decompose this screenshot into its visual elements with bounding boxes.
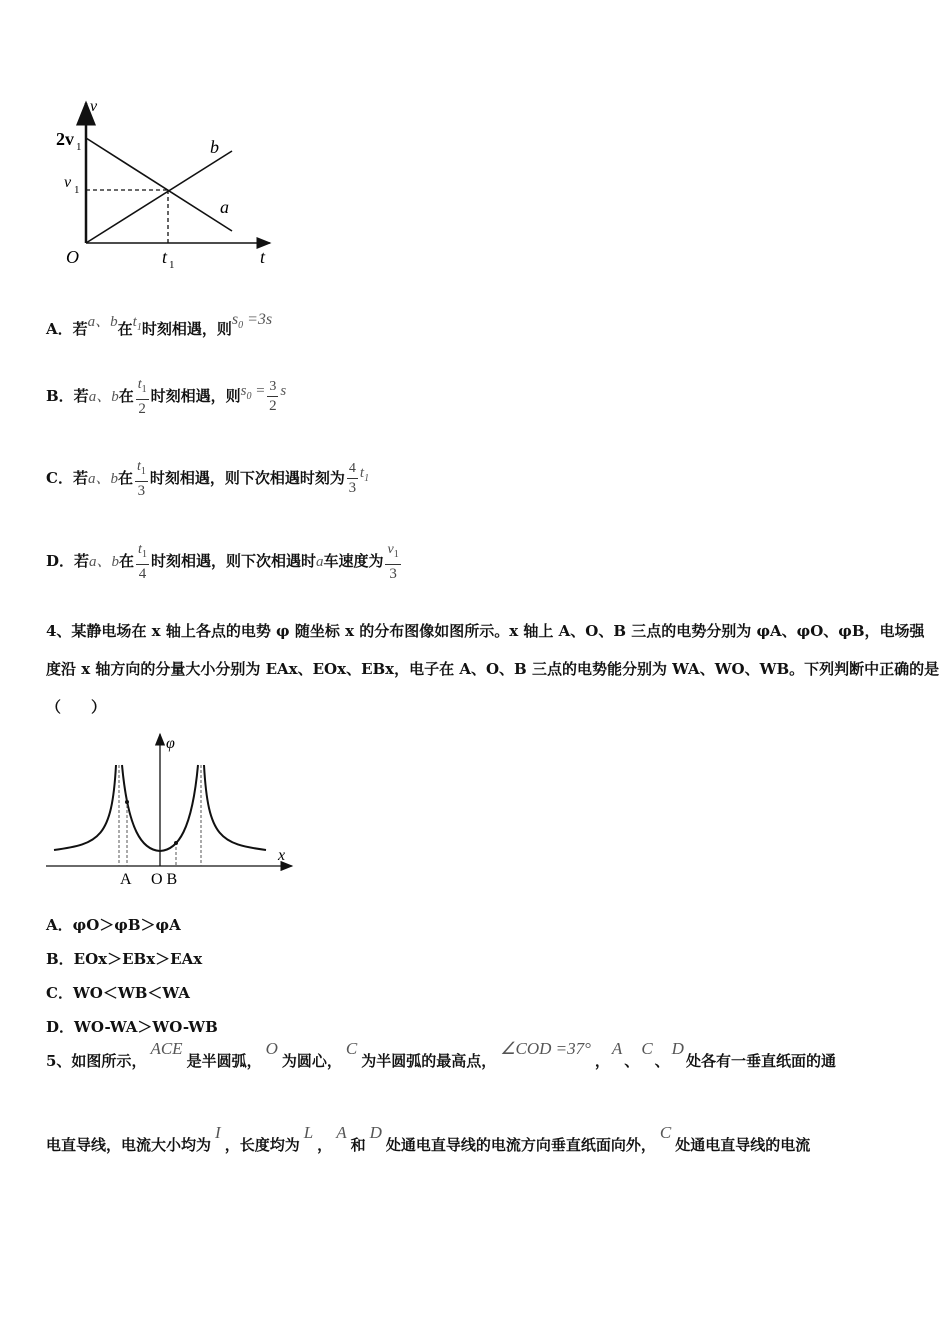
fraction-t1-over-2: $\frac{t_1}{2}$	[137, 377, 147, 417]
q5-line1: 5、如图所示，ACE是半圆弧，O为圆心，C为半圆弧的最高点，∠COD =37°，A、C、D处各有一垂直纸面的通	[46, 1039, 836, 1070]
tick-t1: t	[162, 247, 168, 267]
x-label: x	[278, 847, 286, 864]
fraction-4-over-3: $\frac{4}{3}$	[348, 461, 357, 497]
phi-x-graph	[44, 730, 304, 890]
label-a: a	[220, 197, 229, 217]
origin-label: O	[66, 247, 79, 267]
t-label: t	[260, 247, 266, 267]
q4-option-d[interactable]: D．WO-WA＞WO-WB	[46, 1018, 218, 1036]
q4-option-b[interactable]: B．EOx＞EBx＞EAx	[46, 950, 203, 968]
vt-graph	[50, 95, 290, 275]
tick-2v1-sub: 1	[76, 141, 82, 153]
q4-stem-line3: （ ）	[46, 698, 107, 716]
v-label: v	[90, 98, 98, 115]
point-A-dot	[125, 800, 129, 804]
phi-curve-left	[54, 765, 116, 850]
tick-A: A	[120, 871, 132, 888]
point-B-dot	[174, 841, 178, 845]
phi-label: φ	[166, 735, 175, 752]
tick-v1-sub: 1	[74, 184, 80, 196]
tick-OB: O B	[151, 871, 178, 888]
q3-option-c[interactable]: C．若a、b在 $\frac{t_1}{3}$ 时刻相遇，则下次相遇时刻为 $\frac{4}{3}$ $t_1$	[46, 459, 370, 499]
line-b	[86, 151, 232, 243]
fraction-t1-over-3: $\frac{t_1}{3}$	[136, 459, 146, 499]
label-b: b	[210, 137, 219, 157]
tick-2v1: 2v	[56, 129, 74, 149]
q4-option-c[interactable]: C．WO＜WB＜WA	[46, 984, 190, 1002]
q3-option-a[interactable]: A．若a、b在$t_1$时刻相遇，则$s_0 =3s$	[46, 311, 273, 338]
fraction-3-over-2: $\frac{3}{2}$	[269, 379, 277, 415]
q5-line2: 电直导线，电流大小均为I，长度均为L，A和D处通电直导线的电流方向垂直纸面向外，C处通电直导线的电流	[46, 1123, 811, 1154]
q3-option-d[interactable]: D．若a、b在 $\frac{t_1}{4}$ 时刻相遇，则下次相遇时a车速度为 $\frac{v_1}{3}$	[46, 542, 399, 582]
phi-curve-right	[204, 765, 266, 850]
tick-t1-sub: 1	[169, 259, 175, 271]
fraction-v1-over-3: $\frac{v_1}{3}$	[387, 542, 399, 582]
q3-option-b[interactable]: B．若a、b在 $\frac{t_1}{2}$ 时刻相遇，则$s_0$ = $\frac{3}{2}$ s	[46, 377, 287, 417]
fraction-t1-over-4: $\frac{t_1}{4}$	[138, 542, 147, 582]
q4-stem-line1: 4、某静电场在 x 轴上各点的电势 φ 随坐标 x 的分布图像如图所示。x 轴上 A、O、B 三点的电势分别为 φA、φO、φB，电场强	[46, 622, 925, 640]
tick-v1: v	[64, 174, 72, 191]
q4-stem-line2: 度沿 x 轴方向的分量大小分别为 EAx、EOx、EBx，电子在 A、O、B 三点的电势能分别为 WA、WO、WB。下列判断中正确的是	[46, 660, 940, 678]
q4-option-a[interactable]: A．φO＞φB＞φA	[46, 916, 181, 934]
